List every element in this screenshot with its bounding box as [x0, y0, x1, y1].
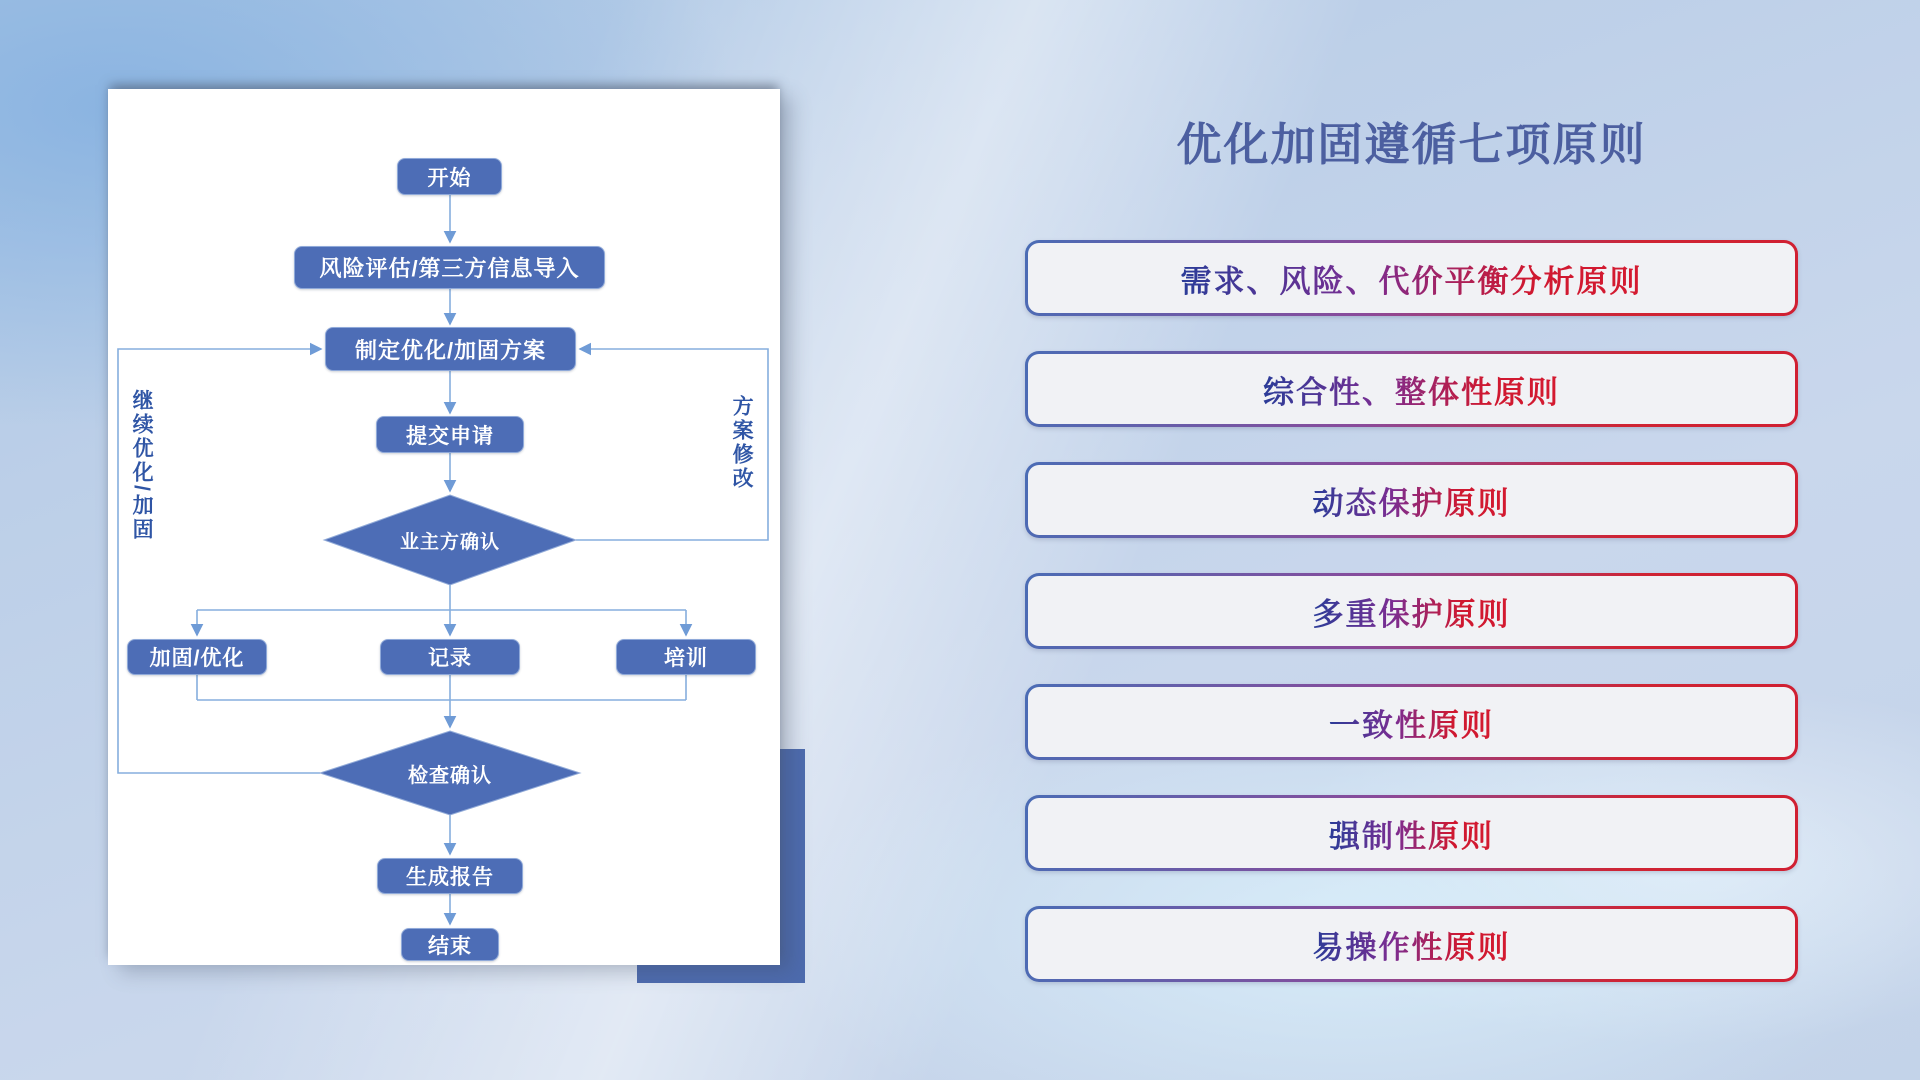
principle-label: 综合性、整体性原则 — [1263, 367, 1560, 412]
flow-node-training: 培训 — [616, 639, 756, 675]
principle-item — [1025, 906, 1798, 982]
left-loop-label: 继续优化/加固 — [130, 389, 154, 542]
principles-list — [1025, 240, 1798, 982]
flowchart-card — [108, 89, 780, 965]
page-title: 优化加固遵循七项原则 — [1176, 119, 1647, 170]
principle-item — [1025, 795, 1798, 871]
principle-item — [1025, 240, 1798, 316]
flow-node-owner-confirm: 业主方确认 — [399, 531, 500, 553]
flow-node-report: 生成报告 — [377, 858, 523, 894]
principle-label: 易操作性原则 — [1313, 922, 1511, 967]
principle-item — [1025, 573, 1798, 649]
principle-label: 多重保护原则 — [1313, 589, 1511, 634]
flow-node-plan: 制定优化/加固方案 — [325, 327, 576, 371]
principle-item — [1025, 684, 1798, 760]
principle-item — [1025, 462, 1798, 538]
principle-item — [1025, 351, 1798, 427]
flow-node-check-confirm: 检查确认 — [408, 764, 492, 787]
right-loop-label: 方案修改 — [730, 395, 754, 491]
principle-label: 强制性原则 — [1329, 811, 1494, 856]
principle-label: 动态保护原则 — [1313, 478, 1511, 523]
flow-node-reinforce: 加固/优化 — [127, 639, 267, 675]
principle-label: 一致性原则 — [1329, 700, 1494, 745]
flow-node-record: 记录 — [380, 639, 520, 675]
flow-node-risk-import: 风险评估/第三方信息导入 — [294, 246, 605, 289]
principle-label: 需求、风险、代价平衡分析原则 — [1181, 256, 1643, 301]
flow-node-end: 结束 — [401, 928, 499, 961]
flow-node-start: 开始 — [397, 158, 502, 195]
flow-node-submit: 提交申请 — [376, 416, 524, 453]
